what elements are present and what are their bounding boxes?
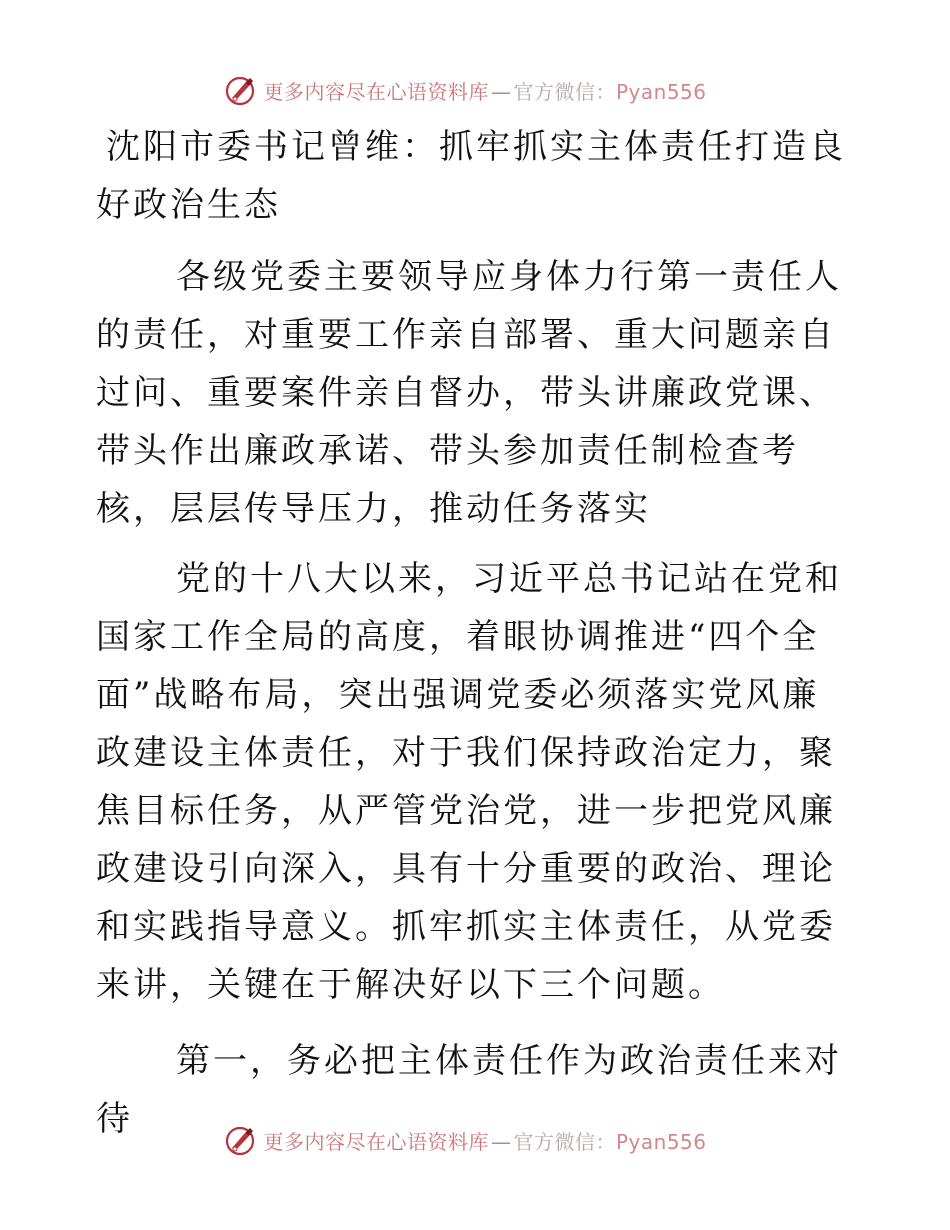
- pen-logo-icon: [223, 1122, 259, 1158]
- watermark-handle: Pyan556: [615, 79, 707, 104]
- paragraph-3: 第一，务必把主体责任作为政治责任来对待: [96, 1041, 842, 1139]
- pen-logo-icon: [223, 72, 259, 108]
- footer-watermark: [0, 1120, 950, 1160]
- watermark-label: 官方微信：: [513, 79, 616, 104]
- watermark-handle: Pyan556: [615, 1129, 707, 1154]
- paragraph-1: 各级党委主要领导应身体力行第一责任人的责任，对重要工作亲自部署、重大问题亲自过问、重要案件亲自督办，带头讲廉政党课、带头作出廉政承诺、带头参加责任制检查考核，层层传导压力，推动任务落实: [96, 257, 842, 529]
- document-title: 沈阳市委书记曾维：抓牢抓实主体责任打造良好政治生态: [96, 127, 846, 225]
- watermark-prefix: 更多内容尽在心语资料库: [263, 79, 489, 104]
- paragraph-2: 党的十八大以来，习近平总书记站在党和国家工作全局的高度，着眼协调推进“四个全面”战略布局，突出强调党委必须落实党风廉政建设主体责任，对于我们保持政治定力，聚焦目标任务，从严管党治党，进一步把党风廉政建设引向深入，具有十分重要的政治、理论和实践指导意义。抓牢抓实主体责任，从党委来讲，关键在于解决好以下三个问题。: [96, 559, 842, 1005]
- watermark-dash: —: [490, 79, 512, 104]
- watermark-prefix: 更多内容尽在心语资料库: [263, 1129, 489, 1154]
- document-body: [96, 118, 856, 1148]
- watermark-label: 官方微信：: [513, 1129, 616, 1154]
- header-watermark: [0, 70, 950, 110]
- watermark-dash: —: [490, 1129, 512, 1154]
